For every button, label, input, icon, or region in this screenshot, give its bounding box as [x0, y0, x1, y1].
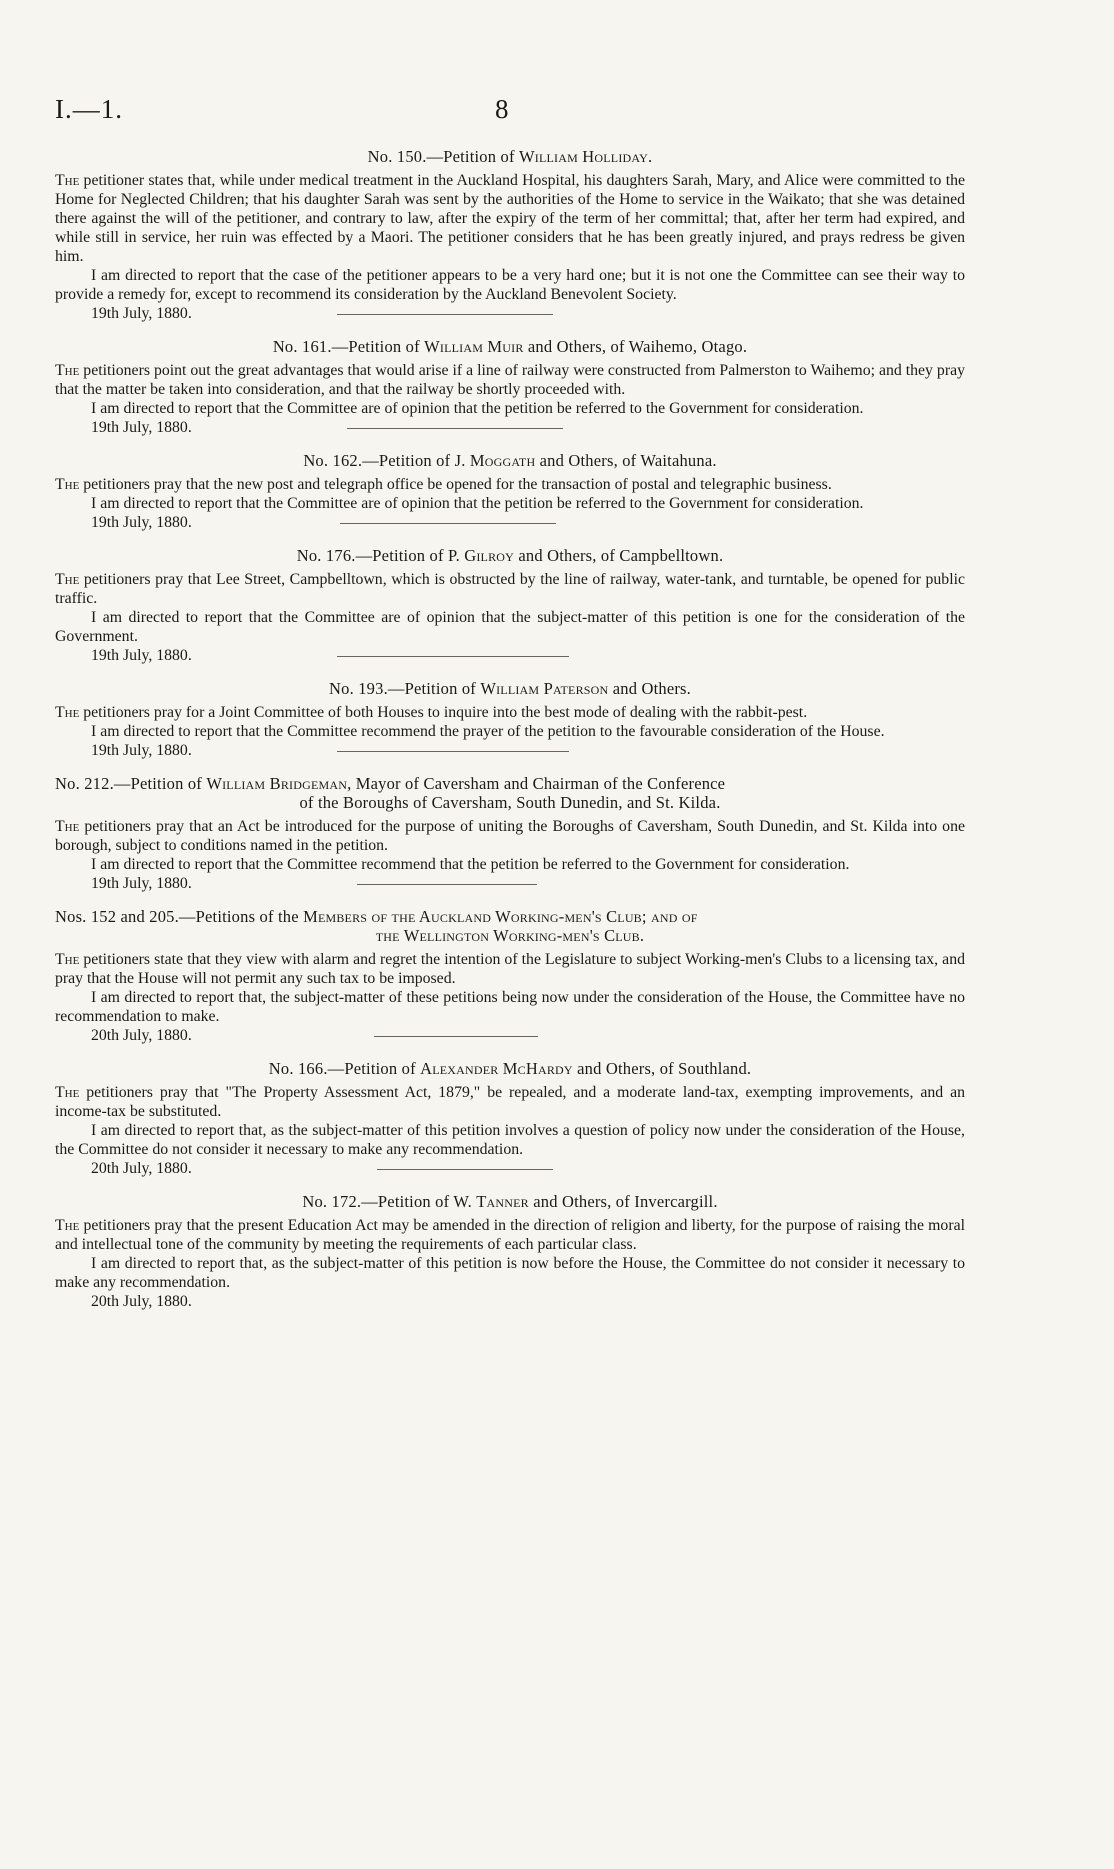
petition-161	[55, 337, 965, 437]
petition-172	[55, 1192, 965, 1311]
petition-heading: No. 193.—Petition of William Paterson and Others.	[329, 679, 691, 698]
petition-body: The petitioners pray that the present Education Act may be amended in the direction of religion and liberty, for the purpose of raising the moral and intellectual tone of the community by meeting the requirements of each particular class.	[55, 1217, 965, 1253]
petition-176	[55, 546, 965, 665]
report-date: 19th July, 1880.	[91, 513, 965, 532]
petition-body: The petitioners pray that an Act be introduced for the purpose of uniting the Boroughs of Caversham, South Dunedin, and St. Kilda into one borough, subject to conditions named in the petition.	[55, 818, 965, 854]
petition-heading: Nos. 152 and 205.—Petitions of the Members of the Auckland Working-men's Club; and of the Wellington Working-men's Club.	[55, 907, 698, 945]
report-date: 19th July, 1880.	[91, 646, 965, 665]
petition-body: The petitioners pray for a Joint Committee of both Houses to inquire into the best mode of dealing with the rabbit-pest.	[55, 704, 808, 721]
petition-body: The petitioners pray that Lee Street, Campbelltown, which is obstructed by the line of railway, water-tank, and turntable, be opened for public traffic.	[55, 571, 965, 607]
report-date: 19th July, 1880.	[91, 874, 965, 893]
petition-212	[55, 774, 965, 893]
report-date: 19th July, 1880.	[91, 741, 965, 760]
committee-report: I am directed to report that, the subject-matter of these petitions being now under the consideration of the House, the Committee have no recommendation to make.	[55, 989, 965, 1025]
report-date: 19th July, 1880.	[91, 304, 965, 323]
section-divider	[340, 523, 556, 524]
section-divider	[337, 751, 569, 752]
petition-150	[55, 147, 965, 323]
section-divider	[357, 884, 537, 885]
petition-heading: No. 172.—Petition of W. Tanner and Others, of Invercargill.	[302, 1192, 718, 1211]
report-date: 20th July, 1880.	[91, 1026, 965, 1045]
report-date: 19th July, 1880.	[91, 418, 965, 437]
petitions-list	[55, 147, 965, 1311]
petition-heading: No. 166.—Petition of Alexander McHardy and Others, of Southland.	[268, 1059, 752, 1078]
petition-body: The petitioner states that, while under medical treatment in the Auckland Hospital, his daughters Sarah, Mary, and Alice were committed to the Home for Neglected Children; that his daughter Sarah was sent by the authorities of the Home to service in the Waikato; that she was detained there against the will of the petitioner, and contrary to law, after the expiry of the term of her committal; that, after her term had expired, and while still in service, her ruin was effected by a Maori. The petitioner considers that he has been greatly injured, and prays redress be given him.	[55, 172, 965, 265]
section-divider	[347, 428, 563, 429]
page-header	[55, 94, 965, 134]
petition-heading: No. 162.—Petition of J. Moggath and Others, of Waitahuna.	[303, 451, 717, 470]
report-date: 20th July, 1880.	[91, 1293, 192, 1310]
petition-heading: No. 212.—Petition of William Bridgeman, Mayor of Caversham and Chairman of the Conference of the Boroughs of Caversham, South Dunedin, and St. Kilda.	[55, 774, 726, 812]
petition-body: The petitioners pray that the new post and telegraph office be opened for the transaction of postal and telegraphic business.	[55, 476, 832, 493]
petition-152-205	[55, 907, 965, 1045]
document-page	[55, 0, 965, 1869]
committee-report: I am directed to report that, as the subject-matter of this petition is now before the House, the Committee do not consider it necessary to make any recommendation.	[55, 1255, 965, 1291]
petition-193	[55, 679, 965, 760]
committee-report: I am directed to report that the case of the petitioner appears to be a very hard one; but it is not one the Committee can see their way to provide a remedy for, except to recommend its consideration by the Auckland Benevolent Society.	[55, 267, 965, 303]
petition-162	[55, 451, 965, 532]
paper-reference: I.—1.	[55, 94, 123, 124]
committee-report: I am directed to report that the Committee are of opinion that the petition be referred to the Government for consideration.	[91, 400, 864, 417]
section-divider	[337, 656, 569, 657]
petition-heading: No. 161.—Petition of William Muir and Others, of Waihemo, Otago.	[272, 337, 748, 356]
committee-report: I am directed to report that the Committee are of opinion that the petition be referred to the Government for consideration.	[91, 495, 864, 512]
section-divider	[374, 1036, 538, 1037]
petition-heading: No. 176.—Petition of P. Gilroy and Others, of Campbelltown.	[296, 546, 724, 565]
petition-body: The petitioners state that they view with alarm and regret the intention of the Legislature to subject Working-men's Clubs to a licensing tax, and pray that the House will not permit any such tax to be imposed.	[55, 951, 965, 987]
committee-report: I am directed to report that, as the subject-matter of this petition involves a question of policy now under the consideration of the House, the Committee do not consider it necessary to make any recommendation.	[55, 1122, 965, 1158]
committee-report: I am directed to report that the Committee recommend that the petition be referred to the Government for consideration.	[91, 856, 850, 873]
committee-report: I am directed to report that the Committee recommend the prayer of the petition to the favourable consideration of the House.	[91, 723, 885, 740]
section-divider	[337, 314, 553, 315]
committee-report: I am directed to report that the Committee are of opinion that the subject-matter of this petition is one for the consideration of the Government.	[55, 609, 965, 645]
page-number: 8	[495, 94, 509, 124]
section-divider	[377, 1169, 553, 1170]
report-date: 20th July, 1880.	[91, 1159, 965, 1178]
petition-body: The petitioners point out the great advantages that would arise if a line of railway were constructed from Palmerston to Waihemo; and they pray that the matter be taken into consideration, and that the railway be shortly proceeded with.	[55, 362, 965, 398]
petition-body: The petitioners pray that "The Property Assessment Act, 1879," be repealed, and a moderate land-tax, exempting improvements, and an income-tax be substituted.	[55, 1084, 965, 1120]
petition-heading: No. 150.—Petition of William Holliday.	[367, 147, 653, 166]
petition-166	[55, 1059, 965, 1178]
